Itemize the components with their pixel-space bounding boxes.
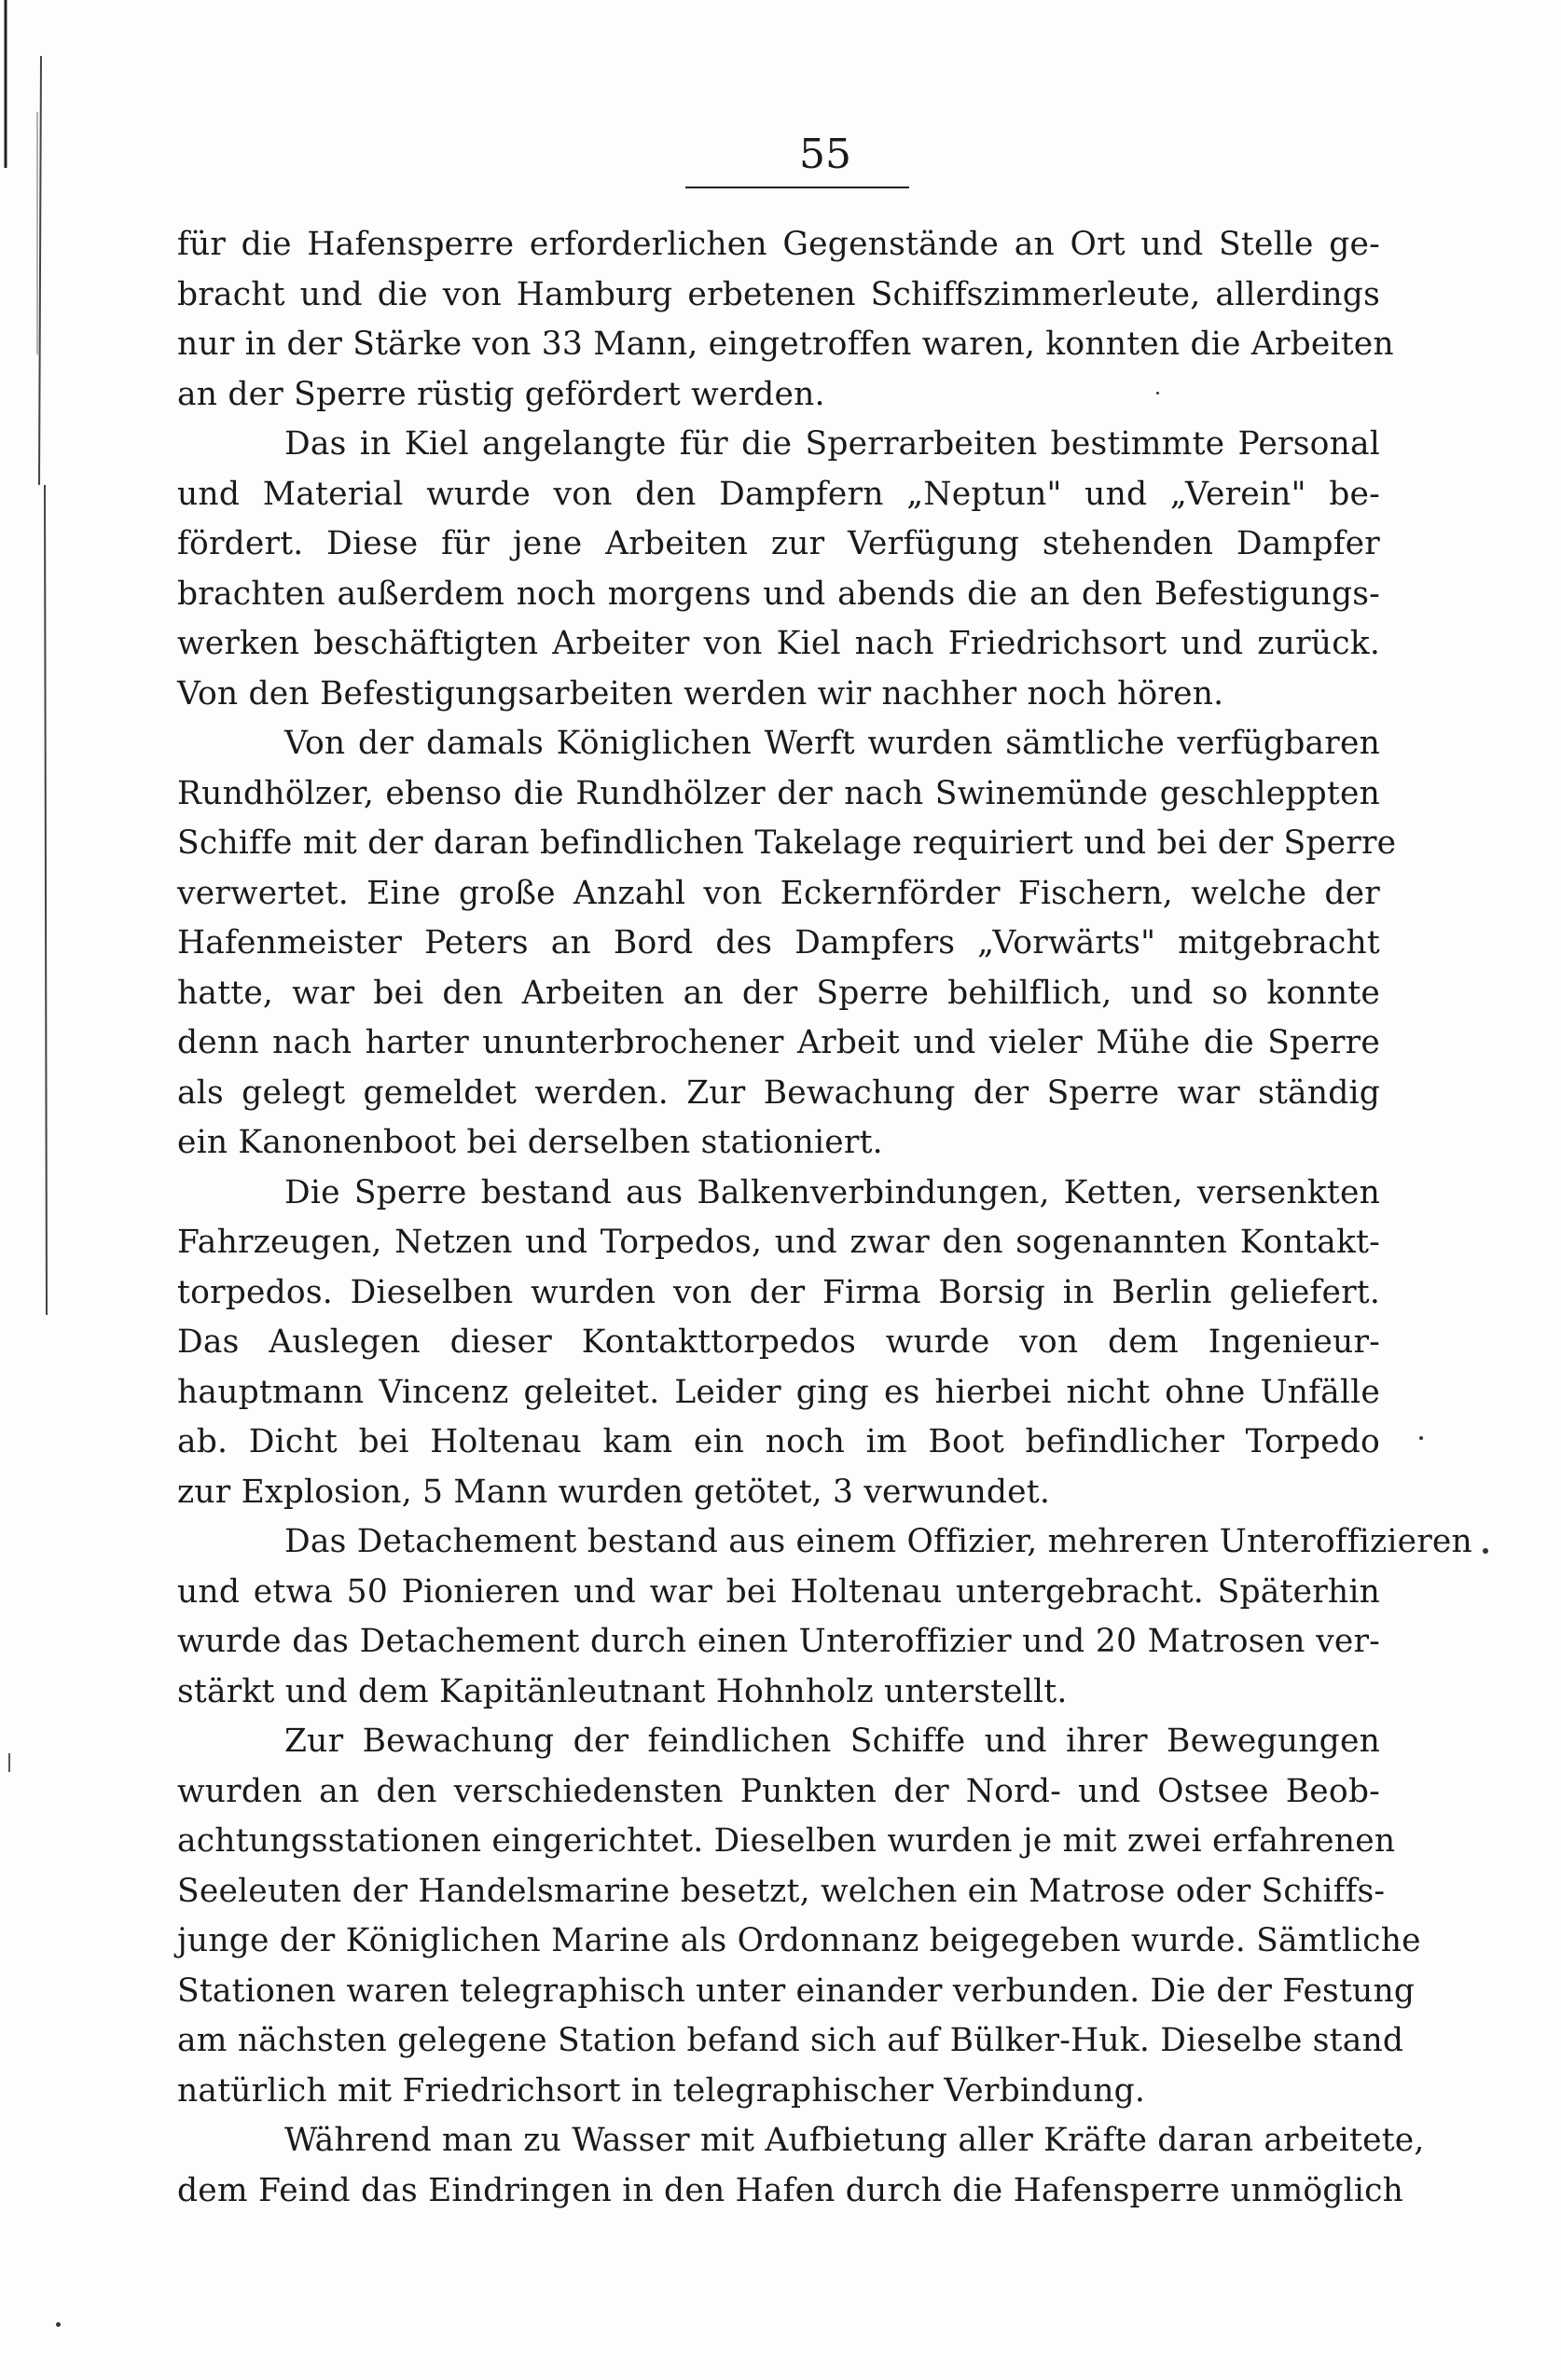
text-line: denn nach harter ununterbrochener Arbeit und vieler Mühe die Sperre xyxy=(177,1024,1380,1061)
text-line: dem Feind das Eindringen in den Hafen durch die Hafensperre unmöglich xyxy=(177,2171,1404,2209)
scan-speck xyxy=(56,2322,61,2327)
text-line: hatte, war bei den Arbeiten an der Sperre behilflich, und so konnte xyxy=(177,974,1380,1012)
text-line: junge der Königlichen Marine als Ordonnanz beigegeben wurde. Sämtliche xyxy=(177,1922,1421,1959)
text-line: Rundhölzer, ebenso die Rundhölzer der nach Swinemünde geschleppten xyxy=(177,774,1380,812)
text-line: bracht und die von Hamburg erbetenen Schiffszimmerleute, allerdings xyxy=(177,275,1380,313)
text-line: Während man zu Wasser mit Aufbietung aller Kräfte daran arbeitete, xyxy=(284,2122,1425,2159)
scan-speck xyxy=(1419,1436,1423,1440)
text-line: torpedos. Dieselben wurden von der Firma Borsig in Berlin geliefert. xyxy=(177,1273,1380,1311)
text-line: Stationen waren telegraphisch unter einander verbunden. Die der Festung xyxy=(177,1972,1416,2010)
text-line: als gelegt gemeldet werden. Zur Bewachung der Sperre war ständig xyxy=(177,1073,1380,1112)
page-number: 55 xyxy=(799,131,851,178)
left-edge-scan-marks xyxy=(0,0,84,2380)
text-line: Hafenmeister Peters an Bord des Dampfers „Vorwärts" mitgebracht xyxy=(177,924,1380,962)
text-line: Das in Kiel angelangte für die Sperrarbeiten bestimmte Personal xyxy=(284,425,1380,463)
text-line: am nächsten gelegene Station befand sich auf Bülker-Huk. Dieselbe stand xyxy=(177,2022,1404,2059)
text-line: zur Explosion, 5 Mann wurden getötet, 3 verwundet. xyxy=(177,1473,1051,1511)
text-line: wurden an den verschiedensten Punkten der Nord- und Ostsee Beob- xyxy=(177,1772,1380,1810)
header-rule xyxy=(685,187,909,188)
text-line: Von den Befestigungsarbeiten werden wir nachher noch hören. xyxy=(177,674,1224,713)
text-line: fördert. Diese für jene Arbeiten zur Verfügung stehenden Dampfer xyxy=(177,525,1380,562)
text-line: Das Auslegen dieser Kontakttorpedos wurde von dem Ingenieur- xyxy=(177,1323,1380,1361)
text-line: und Material wurde von den Dampfern „Neptun" und „Verein" be- xyxy=(177,475,1380,513)
text-line: Fahrzeugen, Netzen und Torpedos, und zwar den sogenannten Kontakt- xyxy=(177,1224,1380,1261)
text-line: Die Sperre bestand aus Balkenverbindungen, Ketten, versenkten xyxy=(284,1173,1380,1211)
text-line: hauptmann Vincenz geleitet. Leider ging es hierbei nicht ohne Unfälle xyxy=(177,1373,1380,1411)
text-line: wurde das Detachement durch einen Unteroffizier und 20 Matrosen ver- xyxy=(177,1623,1380,1660)
scan-speck xyxy=(1156,392,1159,394)
scan-speck xyxy=(1483,1548,1488,1554)
text-line: ein Kanonenboot bei derselben stationiert. xyxy=(177,1124,883,1161)
text-line: brachten außerdem noch morgens und abends die an den Befestigungs- xyxy=(177,574,1380,613)
text-line: werken beschäftigten Arbeiter von Kiel nach Friedrichsort und zurück. xyxy=(177,625,1380,662)
text-line: Schiffe mit der daran befindlichen Takelage requiriert und bei der Sperre xyxy=(177,824,1397,862)
text-line: nur in der Stärke von 33 Mann, eingetroffen waren, konnten die Arbeiten xyxy=(177,325,1394,363)
text-line: achtungsstationen eingerichtet. Dieselben wurden je mit zwei erfahrenen xyxy=(177,1822,1396,1860)
text-line: und etwa 50 Pionieren und war bei Holtenau untergebracht. Späterhin xyxy=(177,1572,1380,1611)
text-line: Das Detachement bestand aus einem Offizier, mehreren Unteroffizieren xyxy=(284,1523,1472,1560)
text-line: an der Sperre rüstig gefördert werden. xyxy=(177,375,825,413)
text-line: für die Hafensperre erforderlichen Gegenstände an Ort und Stelle ge- xyxy=(177,226,1380,263)
text-line: natürlich mit Friedrichsort in telegraphischer Verbindung. xyxy=(177,2071,1146,2110)
text-line: stärkt und dem Kapitänleutnant Hohnholz unterstellt. xyxy=(177,1672,1068,1710)
text-line: Seeleuten der Handelsmarine besetzt, welchen ein Matrose oder Schiffs- xyxy=(177,1872,1386,1910)
text-line: ab. Dicht bei Holtenau kam ein noch im Boot befindlicher Torpedo xyxy=(177,1423,1380,1460)
text-line: verwertet. Eine große Anzahl von Eckernförder Fischern, welche der xyxy=(177,874,1380,912)
text-line: Zur Bewachung der feindlichen Schiffe und ihrer Bewegungen xyxy=(284,1723,1380,1760)
body-text xyxy=(177,220,1472,2216)
text-line: Von der damals Königlichen Werft wurden sämtliche verfügbaren xyxy=(284,725,1380,762)
